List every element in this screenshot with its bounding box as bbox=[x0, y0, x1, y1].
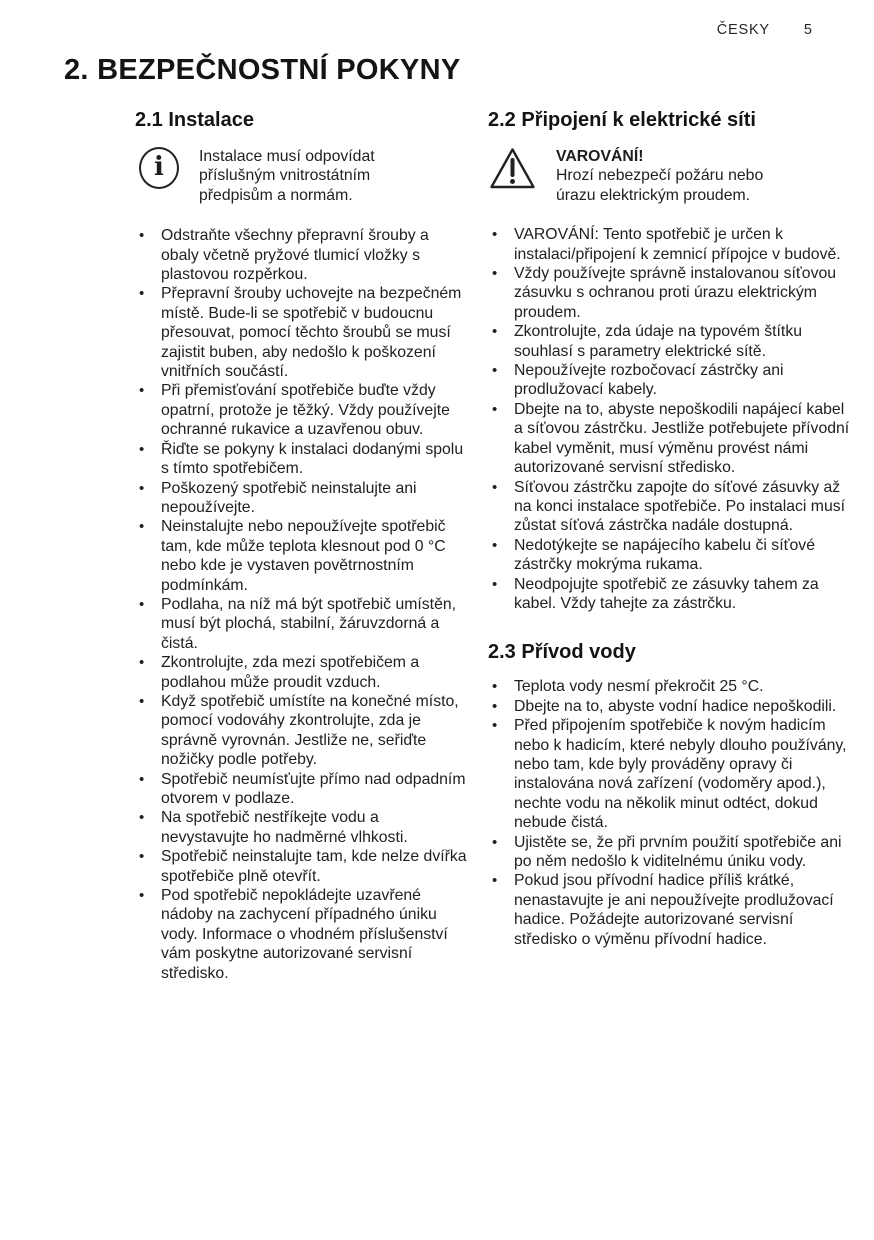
section-heading-electrical: 2.2 Připojení k elektrické síti bbox=[488, 109, 756, 131]
language-label: ČESKY bbox=[716, 22, 770, 38]
warning-title: VAROVÁNÍ! bbox=[556, 148, 644, 165]
bullet-item: • Neodpojujte spotřebič ze zásuvky tahem za kabel. Vždy tahejte za zástrčku. bbox=[514, 575, 850, 614]
bullet-item: • Přepravní šrouby uchovejte na bezpečném místě. Bude-li se spotřebič v budoucnu přesouvat, pomocí těchto šroubů se musí zajistit buben, aby nedošlo k poškození vnitřních součástí. bbox=[161, 284, 467, 381]
bullet-item: • Vždy používejte správně instalovanou síťovou zásuvku s ochranou proti úrazu elektrickým proudem. bbox=[514, 264, 850, 322]
bullet-item: • VAROVÁNÍ: Tento spotřebič je určen k instalaci/připojení k zemnicí přípojce v budově. bbox=[514, 225, 850, 264]
warning-texts bbox=[556, 147, 800, 205]
warning-icon bbox=[489, 147, 536, 195]
bullet-item: • Spotřebič neumísťujte přímo nad odpadním otvorem v podlaze. bbox=[161, 770, 467, 809]
bullet-item: • Ujistěte se, že při prvním použití spotřebiče ani po něm nedošlo k viditelnému úniku vody. bbox=[514, 833, 850, 872]
bullet-item: • Odstraňte všechny přepravní šrouby a obaly včetně pryžové tlumicí vložky s plastovou rozpěrkou. bbox=[161, 226, 467, 284]
column-left bbox=[135, 108, 467, 983]
water-bullet-list bbox=[488, 677, 850, 949]
bullet-item: • Řiďte se pokyny k instalaci dodanými spolu s tímto spotřebičem. bbox=[161, 440, 467, 479]
bullet-item: • Pod spotřebič nepokládejte uzavřené nádoby na zachycení případného úniku vody. Informace o vhodném příslušenství vám poskytne autorizované servisní středisko. bbox=[161, 886, 467, 983]
info-note bbox=[139, 147, 467, 205]
bullet-item: • Nedotýkejte se napájecího kabelu či síťové zástrčky mokrýma rukama. bbox=[514, 536, 850, 575]
bullet-item: • Když spotřebič umístíte na konečné místo, pomocí vodováhy zkontrolujte, zda je správně vyrovnán. Jestliže ne, seřiďte nožičky podle potřeby. bbox=[161, 692, 467, 770]
installation-bullet-list bbox=[135, 226, 467, 983]
page-number: 5 bbox=[803, 22, 812, 38]
warning-text: Hrozí nebezpečí požáru nebo úrazu elektrickým proudem. bbox=[556, 167, 764, 204]
electrical-bullet-list bbox=[488, 225, 850, 613]
bullet-item: • Síťovou zástrčku zapojte do síťové zásuvky až na konci instalace spotřebiče. Po instalaci musí zůstat síťová zástrčka nadále dostupná. bbox=[514, 478, 850, 536]
bullet-item: • Teplota vody nesmí překročit 25 °C. bbox=[514, 677, 850, 696]
chapter-title: 2. BEZPEČNOSTNÍ POKYNY bbox=[64, 54, 461, 86]
section-heading-water: 2.3 Přívod vody bbox=[488, 641, 636, 664]
column-right bbox=[488, 108, 850, 983]
bullet-item: • Pokud jsou přívodní hadice příliš krátké, nenastavujte je ani nepoužívejte prodlužovací hadice. Požádejte autorizované servisní středisko o výměnu přívodní hadice. bbox=[514, 871, 850, 949]
page-header bbox=[0, 22, 812, 38]
bullet-item: • Poškozený spotřebič neinstalujte ani nepoužívejte. bbox=[161, 479, 467, 518]
warning-note bbox=[489, 147, 850, 205]
bullet-item: • Zkontrolujte, zda mezi spotřebičem a podlahou může proudit vzduch. bbox=[161, 653, 467, 692]
bullet-item: • Dbejte na to, abyste nepoškodili napájecí kabel a síťovou zástrčku. Jestliže potřebujete přívodní kabel vyměnit, musí výměnu provést námi autorizované servisní středisko. bbox=[514, 400, 850, 478]
section-heading-installation: 2.1 Instalace bbox=[135, 109, 254, 131]
bullet-item: • Nepoužívejte rozbočovací zástrčky ani prodlužovací kabely. bbox=[514, 361, 850, 400]
bullet-item: • Neinstalujte nebo nepoužívejte spotřebič tam, kde může teplota klesnout pod 0 °C nebo kde je vystaven povětrnostním podmínkám. bbox=[161, 517, 467, 595]
bullet-item: • Při přemisťování spotřebiče buďte vždy opatrní, protože je těžký. Vždy používejte ochranné rukavice a uzavřenou obuv. bbox=[161, 381, 467, 439]
info-icon: i bbox=[139, 147, 179, 189]
bullet-item: • Zkontrolujte, zda údaje na typovém štítku souhlasí s parametry elektrické sítě. bbox=[514, 322, 850, 361]
bullet-item: • Dbejte na to, abyste vodní hadice nepoškodili. bbox=[514, 697, 850, 716]
info-note-text: Instalace musí odpovídat příslušným vnitrostátním předpisům a normám. bbox=[199, 148, 375, 204]
bullet-item: • Podlaha, na níž má být spotřebič umístěn, musí být plochá, stabilní, žáruvzdorná a čistá. bbox=[161, 595, 467, 653]
bullet-item: • Na spotřebič nestříkejte vodu a nevystavujte ho nadměrné vlhkosti. bbox=[161, 808, 467, 847]
bullet-item: • Spotřebič neinstalujte tam, kde nelze dvířka spotřebiče plně otevřít. bbox=[161, 847, 467, 886]
bullet-item: • Před připojením spotřebiče k novým hadicím nebo k hadicím, které nebyly dlouho používány, nebo tam, kde byly prováděny opravy či instalována nová zařízení (vodoměry apod.), nechte vodu na několik minut odtéct, dokud nebude čistá. bbox=[514, 716, 850, 832]
two-column-content bbox=[135, 108, 874, 983]
